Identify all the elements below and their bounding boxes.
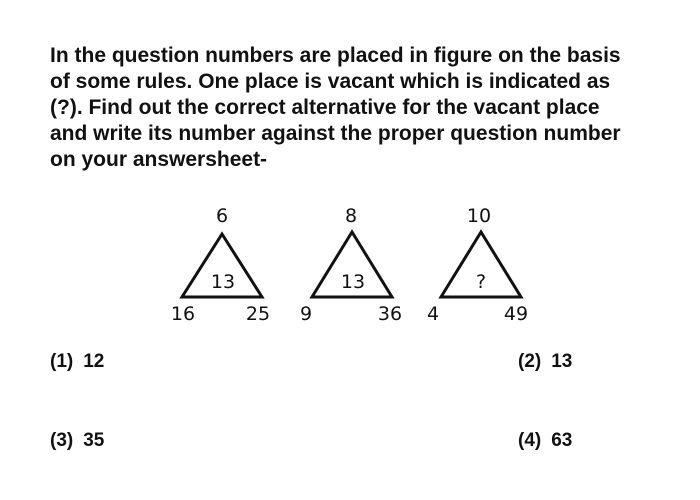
option-number: (1)	[50, 351, 74, 372]
option-value: 12	[83, 351, 105, 372]
option-1[interactable]	[50, 351, 104, 373]
triangle-left-number: 9	[299, 303, 313, 325]
triangle-center-number: ?	[475, 271, 487, 293]
triangle-figure-1	[171, 205, 270, 325]
option-value: 63	[551, 430, 573, 451]
option-3[interactable]	[50, 430, 104, 452]
question-line: (?). Find out the correct alternative for the vacant place	[50, 96, 600, 119]
triangle-top-number: 6	[215, 205, 229, 227]
option-4[interactable]	[518, 430, 572, 452]
triangle-left-number: 4	[426, 303, 440, 325]
triangle-right-number: 25	[245, 303, 271, 325]
triangle-right-number: 36	[377, 303, 403, 325]
option-number: (2)	[518, 351, 542, 372]
triangle-figure-3	[427, 205, 528, 325]
triangle-top-number: 10	[466, 205, 492, 227]
triangle-left-number: 16	[170, 303, 196, 325]
question-line: of some rules. One place is vacant which is indicated as	[50, 70, 611, 93]
triangle-center-number: 13	[210, 271, 236, 293]
triangle-figure-2	[300, 205, 402, 325]
option-value: 13	[551, 351, 573, 372]
question-line: on your answersheet-	[50, 148, 268, 171]
question-line: In the question numbers are placed in figure on the basis	[50, 44, 621, 67]
option-value: 35	[83, 430, 105, 451]
option-number: (3)	[50, 430, 74, 451]
question-line: and write its number against the proper question number	[50, 122, 621, 145]
triangle-top-number: 8	[344, 205, 358, 227]
triangle-right-number: 49	[503, 303, 529, 325]
triangle-center-number: 13	[340, 271, 366, 293]
option-number: (4)	[518, 430, 542, 451]
option-2[interactable]	[518, 351, 572, 373]
